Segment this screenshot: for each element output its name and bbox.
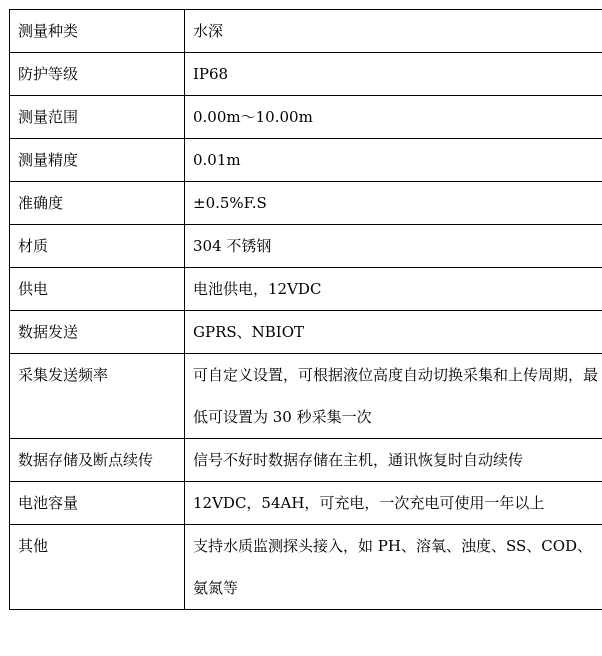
row-value: 电池供电，12VDC — [185, 268, 602, 311]
table-row — [10, 354, 602, 439]
table-row — [10, 482, 602, 525]
row-label: 测量种类 — [10, 10, 185, 53]
table-row — [10, 10, 602, 53]
table-row — [10, 182, 602, 225]
row-value: GPRS、NBIOT — [185, 311, 602, 354]
table-row — [10, 139, 602, 182]
table-row — [10, 525, 602, 610]
row-value: 304 不锈钢 — [185, 225, 602, 268]
row-value: 0.01m — [185, 139, 602, 182]
table-row — [10, 225, 602, 268]
row-value: IP68 — [185, 53, 602, 96]
table-row — [10, 53, 602, 96]
row-value: 0.00m～10.00m — [185, 96, 602, 139]
row-label: 数据存储及断点续传 — [10, 439, 185, 482]
row-value: 可自定义设置，可根据液位高度自动切换采集和上传周期，最低可设置为 30 秒采集一次 — [185, 354, 602, 439]
table-row — [10, 311, 602, 354]
row-label: 其他 — [10, 525, 185, 610]
row-label: 材质 — [10, 225, 185, 268]
row-label: 电池容量 — [10, 482, 185, 525]
row-label: 测量精度 — [10, 139, 185, 182]
row-label: 测量范围 — [10, 96, 185, 139]
row-label: 准确度 — [10, 182, 185, 225]
row-label: 数据发送 — [10, 311, 185, 354]
row-value: 信号不好时数据存储在主机，通讯恢复时自动续传 — [185, 439, 602, 482]
table-row — [10, 439, 602, 482]
row-label: 防护等级 — [10, 53, 185, 96]
table-row — [10, 268, 602, 311]
row-value: 支持水质监测探头接入，如 PH、溶氧、浊度、SS、COD、氨氮等 — [185, 525, 602, 610]
row-label: 采集发送频率 — [10, 354, 185, 439]
table-row — [10, 96, 602, 139]
row-value: ±0.5%F.S — [185, 182, 602, 225]
row-value: 水深 — [185, 10, 602, 53]
row-value: 12VDC，54AH，可充电，一次充电可使用一年以上 — [185, 482, 602, 525]
row-label: 供电 — [10, 268, 185, 311]
spec-table — [9, 9, 602, 610]
